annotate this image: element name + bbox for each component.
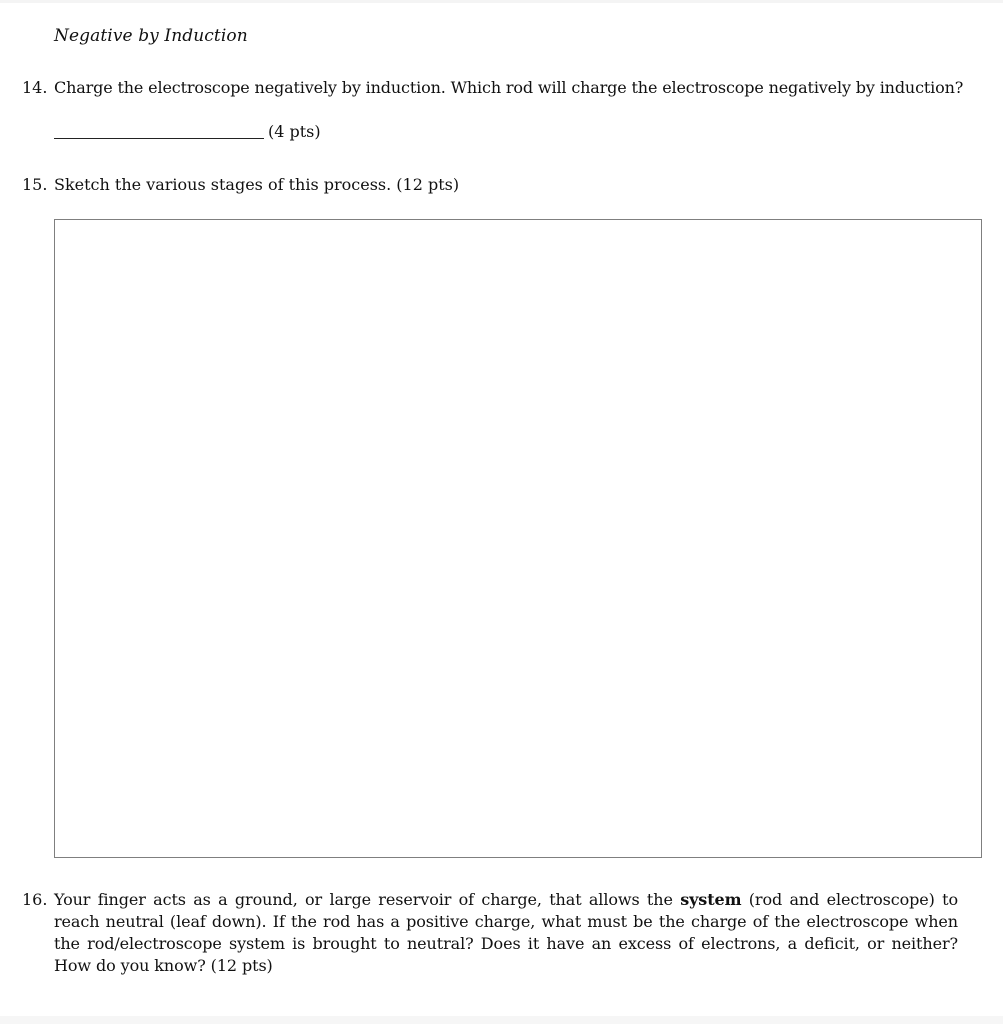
question-16-number: 16. bbox=[22, 890, 48, 909]
top-edge bbox=[0, 0, 1003, 3]
question-16-text-start: Your finger acts as a ground, or large reservoir of charge, that allows the bbox=[54, 890, 681, 909]
question-14-text: Charge the electroscope negatively by induction. Which rod will charge the electroscope negatively by induction? bbox=[54, 78, 964, 97]
question-16-bold-term: system bbox=[680, 890, 742, 909]
question-16-text-end: (rod and electroscope) to reach neutral (leaf down). If the rod has a positive charge, what must be the charge of the electroscope when the rod/electroscope system is brought to neutral? Does it have an excess of electrons, a deficit, or neither? How do you know? (12 pts) bbox=[54, 890, 958, 975]
question-14-points: (4 pts) bbox=[268, 122, 321, 141]
question-16-text bbox=[54, 889, 958, 977]
section-heading: Negative by Induction bbox=[54, 26, 248, 46]
question-14-number: 14. bbox=[22, 78, 48, 97]
sketch-answer-box[interactable] bbox=[54, 219, 982, 858]
question-15-text: Sketch the various stages of this process. (12 pts) bbox=[54, 175, 460, 194]
question-14-answer-blank[interactable] bbox=[54, 138, 264, 139]
question-15-number: 15. bbox=[22, 175, 48, 194]
bottom-edge bbox=[0, 1016, 1003, 1024]
